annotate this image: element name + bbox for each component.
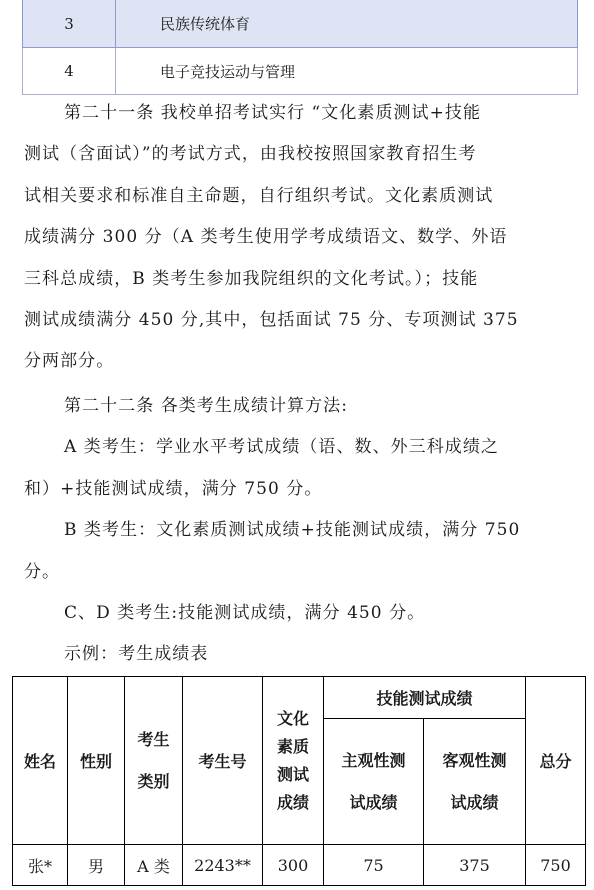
header-category (125, 677, 183, 845)
paragraph-line: 测试成绩满分 450 分,其中，包括面试 75 分、专项测试 375 (24, 309, 519, 330)
paragraph-line: 第二十二条 各类考生成绩计算方法: (64, 396, 348, 416)
header-skill: 技能测试成绩 (324, 677, 526, 719)
table-row (23, 48, 578, 95)
header-gender: 性别 (68, 677, 125, 845)
cell-total: 750 (526, 845, 586, 886)
table-row (13, 845, 586, 886)
header-subjective (324, 719, 424, 845)
header-total: 总分 (526, 677, 586, 845)
cell-category: A 类 (125, 845, 183, 886)
cell-name: 张* (13, 845, 68, 886)
header-exam-no: 考生号 (183, 677, 263, 845)
header-culture-line: 测试 (276, 764, 309, 784)
header-subjective-line: 试成绩 (349, 792, 398, 812)
row-number: 3 (23, 0, 116, 48)
cell-gender: 男 (68, 845, 125, 886)
article-22 (24, 386, 577, 676)
paragraph-line: 测试（含面试）”的考试方式，由我校按照国家教育招生考 (24, 144, 477, 165)
cell-subjective: 75 (324, 845, 424, 886)
paragraph-line: A 类考生：学业水平考试成绩（语、数、外三科成绩之 (64, 437, 499, 458)
paragraph-line: 成绩满分 300 分（A 类考生使用学考成绩语文、数学、外语 (24, 227, 508, 248)
header-objective-line: 客观性测 (442, 750, 507, 770)
major-name: 电子竞技运动与管理 (116, 48, 578, 95)
header-name: 姓名 (13, 677, 68, 845)
paragraph-line: B 类考生：文化素质测试成绩+技能测试成绩，满分 750 (64, 520, 521, 541)
paragraph-line: 试相关要求和标准自主命题，自行组织考试。文化素质测试 (24, 185, 494, 206)
header-subjective-line: 主观性测 (341, 750, 406, 770)
header-row (13, 677, 586, 719)
example-caption: 示例：考生成绩表 (64, 644, 209, 665)
header-culture-line: 素质 (276, 736, 309, 756)
paragraph-line: C、D 类考生:技能测试成绩，满分 450 分。 (64, 602, 426, 623)
table-row (23, 0, 578, 48)
row-number: 4 (23, 48, 116, 95)
paragraph-line: 第二十一条 我校单招考试实行 “文化素质测试+技能 (64, 103, 481, 123)
article-21 (24, 93, 577, 383)
paragraph-line: 三科总成绩，B 类考生参加我院组织的文化考试。）；技能 (24, 268, 479, 289)
header-culture-line: 成绩 (276, 792, 309, 812)
cell-objective: 375 (424, 845, 526, 886)
header-culture (263, 677, 324, 845)
major-table (22, 0, 578, 95)
paragraph-line: 和）+技能测试成绩，满分 750 分。 (24, 478, 323, 499)
paragraph-line: 分。 (24, 561, 61, 582)
header-category-line: 考生 (137, 729, 170, 749)
cell-culture: 300 (263, 845, 324, 886)
header-culture-line: 文化 (276, 708, 309, 728)
paragraph-line: 分两部分。 (24, 351, 115, 372)
header-objective (424, 719, 526, 845)
major-name: 民族传统体育 (116, 0, 578, 48)
header-category-line: 类别 (137, 771, 170, 791)
score-table (12, 676, 586, 886)
cell-exam-no: 2243** (183, 845, 263, 886)
header-objective-line: 试成绩 (450, 792, 499, 812)
